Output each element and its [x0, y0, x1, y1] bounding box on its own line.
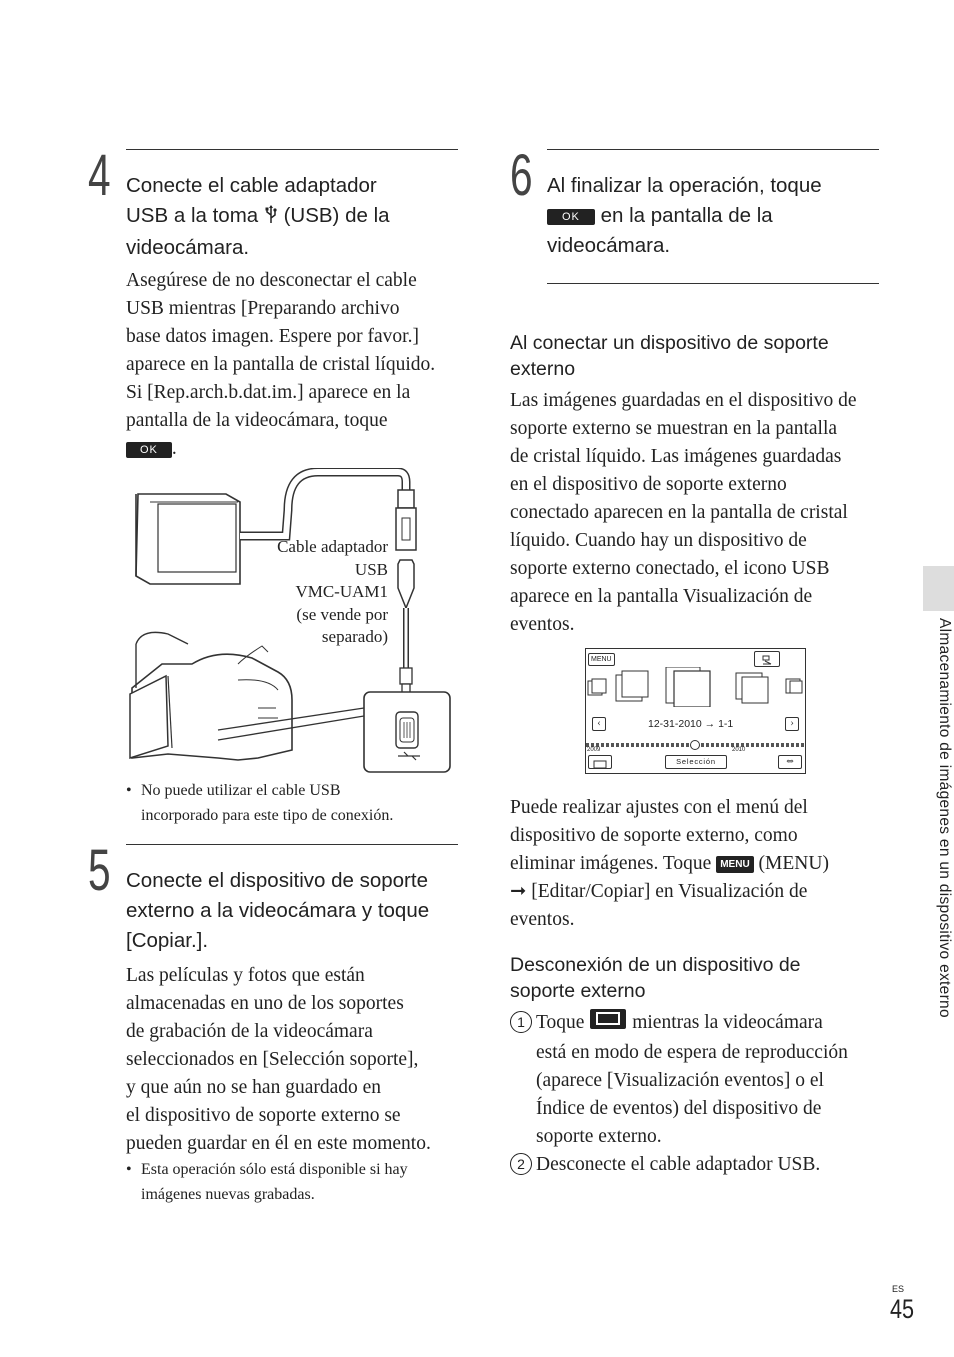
playback-button-icon — [589, 1008, 627, 1039]
step4-rule — [126, 149, 458, 150]
step4-heading-line: Conecte el cable adaptador — [126, 174, 377, 197]
year-start: 2009 — [587, 747, 601, 753]
sidebar-section-label: Almacenamiento de imágenes en un dispositivo externo — [936, 618, 953, 1018]
step6-number: 6 — [510, 143, 533, 208]
usb-device-icon — [754, 651, 780, 667]
step5-number: 5 — [88, 838, 111, 903]
step5-rule — [126, 844, 458, 845]
event-view-screen — [585, 648, 806, 774]
disconnect-section-title: Desconexión de un dispositivo de soporte externo — [510, 954, 801, 1002]
year-end: 2010 — [732, 747, 746, 753]
external-section-body: Las imágenes guardadas en el dispositivo de soporte externo se muestran en la pantalla de cristal líquido. Las imágenes guardadas en el dispositivo de soporte externo conectado aparecen en la pantalla de cristal líquido. Cuando hay un dispositivo de soporte externo conectado, el icono USB aparece en la pantalla Visualización de eventos. — [510, 390, 857, 635]
ok-button-icon: OK — [126, 442, 172, 458]
camcorder-drawing — [130, 632, 292, 760]
cable-label: Cable adaptador USB VMC-UAM1 (se vende por separado) — [277, 537, 388, 646]
menu-section-body: Puede realizar ajustes con el menú del dispositivo de soporte externo, como eliminar imágenes. Toque MENU (MENU) ➞ [Editar/Copiar] en Visualización de eventos. — [510, 797, 829, 930]
step-number-2: 2 — [510, 1153, 532, 1175]
page-number: 45 — [890, 1294, 915, 1324]
event-thumbnails — [586, 667, 805, 707]
language-code: ES — [892, 1284, 905, 1294]
step5-heading: Conecte el dispositivo de soporte externo a la videocámara y toque [Copiar.]. — [126, 869, 430, 952]
next-event-button: › — [785, 717, 799, 731]
step5-body: Las películas y fotos que están almacenadas en uno de los soportes de grabación de la videocámara seleccionados en [Selección soporte], y que aún no se han guardado en el dispositivo de soporte externo se pueden guardar en él en este momento. — [126, 965, 431, 1154]
step4-heading-line: videocámara. — [126, 236, 250, 259]
select-button: Selección — [665, 755, 727, 769]
step-number-1: 1 — [510, 1011, 532, 1033]
step4-body: Asegúrese de no desconectar el cable USB mientras [Preparando archivo base datos imagen. Espere por favor.] aparece en la pantalla de cristal líquido. Si [Rep.arch.b.dat.im.] aparece en la pantalla de la videocámara, toque OK . — [126, 270, 436, 459]
step6-rule — [547, 149, 879, 150]
sidebar-tab — [923, 566, 954, 611]
external-section-title: Al conectar un dispositivo de soporte externo — [510, 332, 829, 380]
step4-heading — [126, 171, 461, 263]
prev-event-button: ‹ — [592, 717, 606, 731]
usb-icon — [264, 203, 278, 233]
disconnect-section-body: 1 Toque mientras la videocámara está en modo de espera de reproducción (aparece [Visualización eventos] o el Índice de eventos) del dispositivo de soporte externo. 2 Desconecte el cable adaptador USB. — [510, 1008, 890, 1179]
step4-bullet: • No puede utilizar el cable USB incorporado para este tipo de conexión. — [126, 782, 394, 824]
timeline-marker — [690, 740, 700, 750]
arrow-right-icon: ➞ — [510, 881, 527, 902]
date-range: 12-31-2010 → 1-1 — [648, 718, 734, 730]
playback-mode-icon — [588, 755, 612, 769]
step6-bottom-rule — [547, 283, 879, 284]
step4-number: 4 — [88, 143, 111, 208]
menu-button: MENU — [588, 653, 615, 666]
ok-button-icon: OK — [547, 209, 595, 225]
step6-heading: Al finalizar la operación, toque OK en la pantalla de la videocámara. — [547, 174, 822, 257]
step4-heading-line: USB a la toma (USB) de la — [126, 201, 461, 233]
switch-view-icon: ⇔ — [778, 755, 802, 769]
step5-bullet: • Esta operación sólo está disponible si hay imágenes nuevas grabadas. — [126, 1161, 408, 1203]
menu-button-icon: MENU — [716, 856, 753, 873]
